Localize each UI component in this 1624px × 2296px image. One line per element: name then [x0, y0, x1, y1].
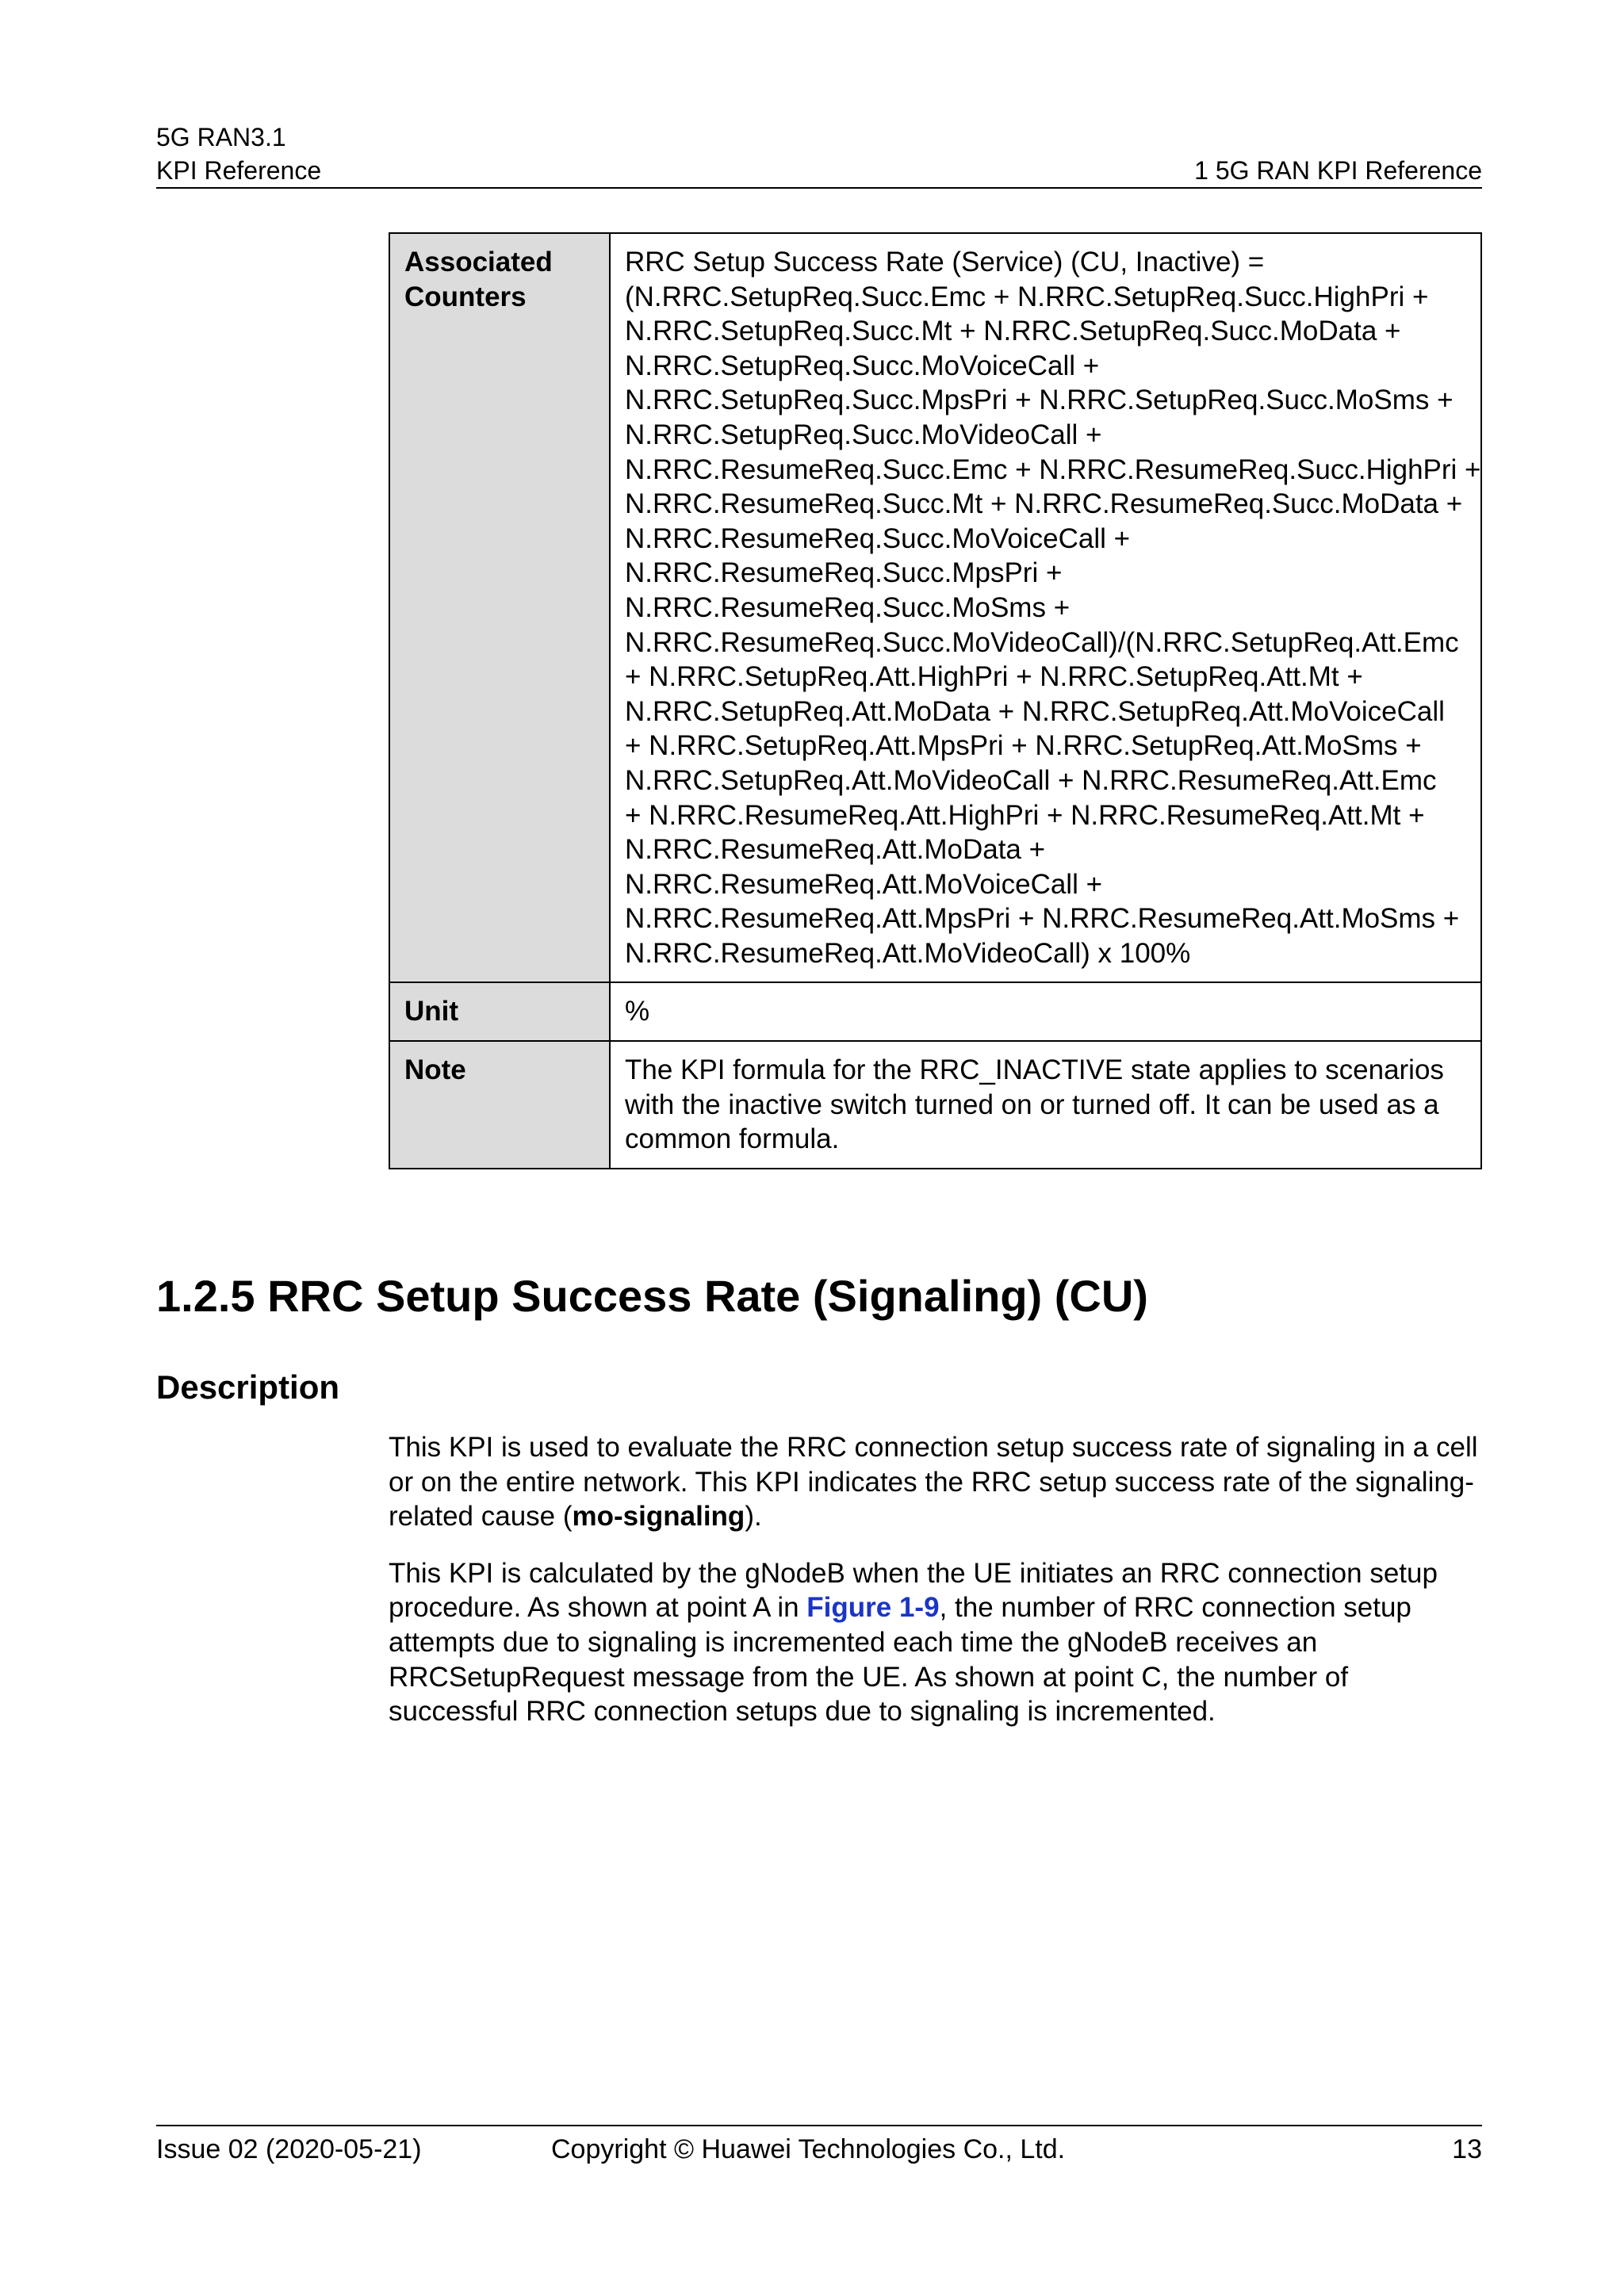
formula-line: N.RRC.ResumeReq.Succ.Mt + N.RRC.ResumeReq.Succ.MoData +	[625, 488, 1463, 520]
formula-line: N.RRC.SetupReq.Succ.MoVideoCall +	[625, 419, 1102, 450]
table-row-unit	[389, 982, 1481, 1041]
formula-line: + N.RRC.SetupReq.Att.MpsPri + N.RRC.SetupReq.Att.MoSms +	[625, 730, 1422, 762]
formula-line: N.RRC.ResumeReq.Succ.MoVideoCall)/(N.RRC.SetupReq.Att.Emc	[625, 626, 1459, 658]
page-footer	[156, 2125, 1482, 2171]
description-paragraph-2	[389, 1556, 1482, 1729]
formula-line: RRC Setup Success Rate (Service) (CU, Inactive) =	[625, 247, 1265, 277]
formula-line: N.RRC.ResumeReq.Att.MoData +	[625, 834, 1046, 866]
formula-line: (N.RRC.SetupReq.Succ.Emc + N.RRC.SetupReq.Succ.HighPri +	[625, 281, 1429, 312]
description-body	[389, 1430, 1482, 1751]
formula-line: + N.RRC.ResumeReq.Att.HighPri + N.RRC.ResumeReq.Att.Mt +	[625, 799, 1425, 831]
kpi-attribute-table	[389, 232, 1482, 1169]
header-doc-title: KPI Reference	[156, 156, 322, 185]
figure-1-9-link[interactable]: Figure 1-9	[806, 1592, 940, 1624]
formula-line: N.RRC.SetupReq.Att.MoVideoCall + N.RRC.ResumeReq.Att.Emc	[625, 764, 1437, 796]
table-row-associated-counters	[389, 233, 1481, 982]
para2-prefix: This KPI is calculated by the gNodeB when the UE initiates an RRC connection setup procedure. As shown at point A in	[389, 1557, 1438, 1624]
mo-signaling-term: mo-signaling	[572, 1501, 745, 1533]
note-value: The KPI formula for the RRC_INACTIVE state applies to scenarios with the inactive switch turned on or turned off. It can be used as a common formula.	[610, 1041, 1481, 1169]
formula-line: N.RRC.ResumeReq.Succ.MpsPri +	[625, 557, 1063, 589]
para1-suffix: ).	[745, 1501, 762, 1533]
formula-line: N.RRC.ResumeReq.Succ.MoSms +	[625, 591, 1071, 623]
header-left	[156, 121, 321, 187]
formula-line: N.RRC.SetupReq.Succ.Mt + N.RRC.SetupReq.Succ.MoData +	[625, 316, 1401, 347]
header-chapter: 1 5G RAN KPI Reference	[1194, 156, 1482, 185]
description-heading: Description	[156, 1368, 340, 1406]
associated-counters-label: Associated Counters	[389, 233, 610, 982]
formula-line: N.RRC.ResumeReq.Att.MoVideoCall) x 100%	[625, 937, 1191, 969]
formula-line: + N.RRC.SetupReq.Att.HighPri + N.RRC.SetupReq.Att.Mt +	[625, 661, 1363, 693]
unit-label: Unit	[389, 982, 610, 1041]
section-title: 1.2.5 RRC Setup Success Rate (Signaling) (CU)	[156, 1271, 1148, 1321]
note-label: Note	[389, 1041, 610, 1169]
unit-value: %	[610, 982, 1481, 1041]
formula-line: N.RRC.SetupReq.Succ.MoVoiceCall +	[625, 350, 1100, 381]
formula-line: N.RRC.ResumeReq.Att.MpsPri + N.RRC.ResumeReq.Att.MoSms +	[625, 903, 1460, 935]
para2-suffix: , the number of RRC connection setup attempts due to signaling is incremented each time the gNodeB receives an RRCSetupRequest message from the UE. As shown at point C, the number of successful RRC connection setups due to signaling is incremented.	[389, 1592, 1411, 1728]
formula-line: N.RRC.ResumeReq.Succ.MoVoiceCall +	[625, 522, 1131, 554]
formula-line: N.RRC.ResumeReq.Att.MoVoiceCall +	[625, 868, 1103, 900]
kpi-table	[389, 232, 1482, 1169]
page-header	[156, 121, 1482, 189]
formula-line: N.RRC.SetupReq.Att.MoData + N.RRC.SetupReq.Att.MoVoiceCall	[625, 695, 1445, 727]
footer-page-number: 13	[1452, 2134, 1482, 2164]
footer-copyright: Copyright © Huawei Technologies Co., Ltd.	[551, 2134, 1066, 2164]
formula-line: N.RRC.ResumeReq.Succ.Emc + N.RRC.ResumeReq.Succ.HighPri +	[625, 453, 1481, 485]
formula-line: N.RRC.SetupReq.Succ.MpsPri + N.RRC.SetupReq.Succ.MoSms +	[625, 385, 1454, 416]
associated-counters-formula	[610, 233, 1481, 982]
table-row-note	[389, 1041, 1481, 1169]
header-product: 5G RAN3.1	[156, 123, 286, 151]
footer-issue: Issue 02 (2020-05-21)	[156, 2134, 422, 2164]
para1-prefix: This KPI is used to evaluate the RRC connection setup success rate of signaling in a cell or on the entire network. This KPI indicates the RRC setup success rate of the signaling-related cause (	[389, 1432, 1478, 1533]
description-paragraph-1	[389, 1430, 1482, 1534]
